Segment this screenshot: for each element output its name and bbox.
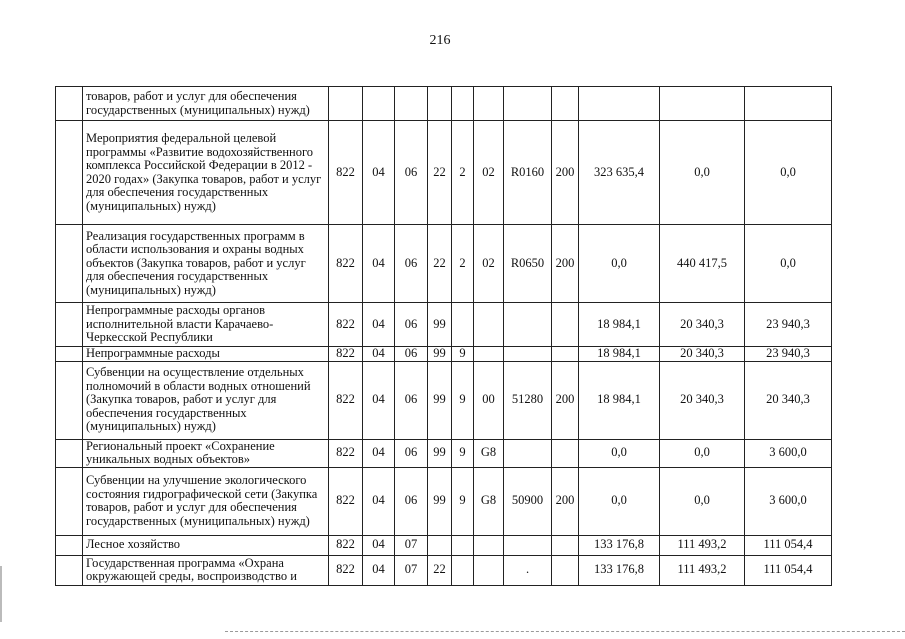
cell-pr: 06 xyxy=(395,303,428,347)
cell-y3: 23 940,3 xyxy=(745,303,832,347)
table-row xyxy=(56,555,832,585)
scan-margin-mark xyxy=(0,566,2,622)
row-description: Региональный проект «Сохранение уникальных водных объектов» xyxy=(83,439,329,467)
cell-y1: 0,0 xyxy=(579,225,660,303)
cell-rz: 04 xyxy=(363,535,395,555)
blank-cell xyxy=(56,535,83,555)
cell-p4: R0160 xyxy=(504,121,552,225)
cell-y3 xyxy=(745,87,832,121)
blank-cell xyxy=(56,439,83,467)
cell-p3 xyxy=(474,555,504,585)
cell-y2: 20 340,3 xyxy=(660,347,745,362)
cell-gr: 822 xyxy=(329,439,363,467)
cell-p4 xyxy=(504,535,552,555)
cell-rz: 04 xyxy=(363,555,395,585)
cell-y3: 0,0 xyxy=(745,225,832,303)
cell-y3: 111 054,4 xyxy=(745,535,832,555)
table-row xyxy=(56,467,832,535)
cell-gr: 822 xyxy=(329,361,363,439)
cell-p2 xyxy=(452,535,474,555)
table-row xyxy=(56,121,832,225)
row-description: Реализация государственных программ в области использования и охраны водных объектов (Закупка товаров, работ и услуг для обеспечения государственных (муниципальных) нужд) xyxy=(83,225,329,303)
cell-p1: 99 xyxy=(428,347,452,362)
row-description: Субвенции на осуществление отдельных полномочий в области водных отношений (Закупка товаров, работ и услуг для обеспечения государственных (муниципальных) нужд) xyxy=(83,361,329,439)
cell-y2 xyxy=(660,87,745,121)
blank-cell xyxy=(56,225,83,303)
cell-rz: 04 xyxy=(363,121,395,225)
cell-rz: 04 xyxy=(363,303,395,347)
cell-y1: 18 984,1 xyxy=(579,303,660,347)
cell-gr xyxy=(329,87,363,121)
cell-p4: R0650 xyxy=(504,225,552,303)
cell-y1: 323 635,4 xyxy=(579,121,660,225)
blank-cell xyxy=(56,467,83,535)
cell-vr: 200 xyxy=(552,121,579,225)
cell-p1 xyxy=(428,87,452,121)
cell-rz xyxy=(363,87,395,121)
cell-p4 xyxy=(504,303,552,347)
cell-p2 xyxy=(452,555,474,585)
cell-p4: 50900 xyxy=(504,467,552,535)
cell-p3: G8 xyxy=(474,467,504,535)
cell-y3: 111 054,4 xyxy=(745,555,832,585)
cell-p4 xyxy=(504,439,552,467)
cell-vr xyxy=(552,303,579,347)
cell-p1: 22 xyxy=(428,121,452,225)
cell-y1: 0,0 xyxy=(579,467,660,535)
cell-p2: 9 xyxy=(452,439,474,467)
cell-vr: 200 xyxy=(552,225,579,303)
table-row xyxy=(56,87,832,121)
cell-vr xyxy=(552,439,579,467)
cell-y1: 18 984,1 xyxy=(579,347,660,362)
cell-p3: 02 xyxy=(474,225,504,303)
cell-y3: 3 600,0 xyxy=(745,467,832,535)
cell-p1: 99 xyxy=(428,439,452,467)
row-description: Непрограммные расходы органов исполнительной власти Карачаево-Черкесской Республики xyxy=(83,303,329,347)
cell-rz: 04 xyxy=(363,361,395,439)
cell-y2: 440 417,5 xyxy=(660,225,745,303)
table-row xyxy=(56,439,832,467)
cell-p2: 2 xyxy=(452,225,474,303)
cell-y1: 18 984,1 xyxy=(579,361,660,439)
cell-y3: 0,0 xyxy=(745,121,832,225)
cell-p3: G8 xyxy=(474,439,504,467)
cell-y2: 20 340,3 xyxy=(660,303,745,347)
cell-p3 xyxy=(474,347,504,362)
cell-vr: 200 xyxy=(552,467,579,535)
row-description: Субвенции на улучшение экологического состояния гидрографической сети (Закупка товаров, работ и услуг для обеспечения государственных (муниципальных) нужд) xyxy=(83,467,329,535)
cell-gr: 822 xyxy=(329,121,363,225)
row-description: Непрограммные расходы xyxy=(83,347,329,362)
cell-pr: 06 xyxy=(395,467,428,535)
cell-p2: 9 xyxy=(452,467,474,535)
cell-vr xyxy=(552,555,579,585)
cell-y3: 3 600,0 xyxy=(745,439,832,467)
cell-pr: 06 xyxy=(395,121,428,225)
row-description: товаров, работ и услуг для обеспечения государственных (муниципальных) нужд) xyxy=(83,87,329,121)
scan-edge-line xyxy=(225,631,905,632)
cell-y3: 23 940,3 xyxy=(745,347,832,362)
blank-cell xyxy=(56,87,83,121)
cell-pr xyxy=(395,87,428,121)
cell-y1: 133 176,8 xyxy=(579,535,660,555)
cell-gr: 822 xyxy=(329,225,363,303)
cell-pr: 06 xyxy=(395,225,428,303)
cell-vr: 200 xyxy=(552,361,579,439)
cell-p4: . xyxy=(504,555,552,585)
cell-pr: 07 xyxy=(395,535,428,555)
table-row xyxy=(56,361,832,439)
cell-p2 xyxy=(452,303,474,347)
blank-cell xyxy=(56,347,83,362)
table-row xyxy=(56,303,832,347)
blank-cell xyxy=(56,555,83,585)
cell-p3: 02 xyxy=(474,121,504,225)
cell-p3 xyxy=(474,87,504,121)
cell-y2: 0,0 xyxy=(660,439,745,467)
cell-p2: 9 xyxy=(452,347,474,362)
cell-p2 xyxy=(452,87,474,121)
cell-y1 xyxy=(579,87,660,121)
cell-gr: 822 xyxy=(329,467,363,535)
cell-p1: 99 xyxy=(428,303,452,347)
cell-p2: 2 xyxy=(452,121,474,225)
cell-rz: 04 xyxy=(363,467,395,535)
cell-pr: 06 xyxy=(395,361,428,439)
cell-rz: 04 xyxy=(363,347,395,362)
blank-cell xyxy=(56,121,83,225)
cell-y1: 133 176,8 xyxy=(579,555,660,585)
cell-y3: 20 340,3 xyxy=(745,361,832,439)
row-description: Мероприятия федеральной целевой программы «Развитие водохозяйственного комплекса Российской Федерации в 2012 - 2020 годах» (Закупка товаров, работ и услуг для обеспечения государственных (муниципальных) нужд) xyxy=(83,121,329,225)
cell-p4: 51280 xyxy=(504,361,552,439)
cell-vr xyxy=(552,347,579,362)
page-number: 216 xyxy=(429,33,451,48)
blank-cell xyxy=(56,361,83,439)
table-row xyxy=(56,347,832,362)
cell-p1: 99 xyxy=(428,467,452,535)
cell-pr: 06 xyxy=(395,347,428,362)
cell-y2: 20 340,3 xyxy=(660,361,745,439)
cell-vr xyxy=(552,87,579,121)
cell-y2: 0,0 xyxy=(660,467,745,535)
blank-cell xyxy=(56,303,83,347)
cell-p1: 99 xyxy=(428,361,452,439)
cell-p2: 9 xyxy=(452,361,474,439)
cell-gr: 822 xyxy=(329,555,363,585)
cell-p3: 00 xyxy=(474,361,504,439)
row-description: Лесное хозяйство xyxy=(83,535,329,555)
cell-y1: 0,0 xyxy=(579,439,660,467)
cell-y2: 0,0 xyxy=(660,121,745,225)
cell-gr: 822 xyxy=(329,347,363,362)
cell-rz: 04 xyxy=(363,225,395,303)
row-description: Государственная программа «Охрана окружающей среды, воспроизводство и xyxy=(83,555,329,585)
cell-pr: 06 xyxy=(395,439,428,467)
cell-p1 xyxy=(428,535,452,555)
cell-vr xyxy=(552,535,579,555)
cell-y2: 111 493,2 xyxy=(660,535,745,555)
cell-p3 xyxy=(474,535,504,555)
table-row xyxy=(56,535,832,555)
cell-rz: 04 xyxy=(363,439,395,467)
budget-table xyxy=(55,86,832,586)
cell-gr: 822 xyxy=(329,535,363,555)
cell-y2: 111 493,2 xyxy=(660,555,745,585)
cell-p1: 22 xyxy=(428,225,452,303)
cell-pr: 07 xyxy=(395,555,428,585)
cell-p1: 22 xyxy=(428,555,452,585)
cell-p4 xyxy=(504,87,552,121)
cell-gr: 822 xyxy=(329,303,363,347)
cell-p3 xyxy=(474,303,504,347)
table-row xyxy=(56,225,832,303)
cell-p4 xyxy=(504,347,552,362)
